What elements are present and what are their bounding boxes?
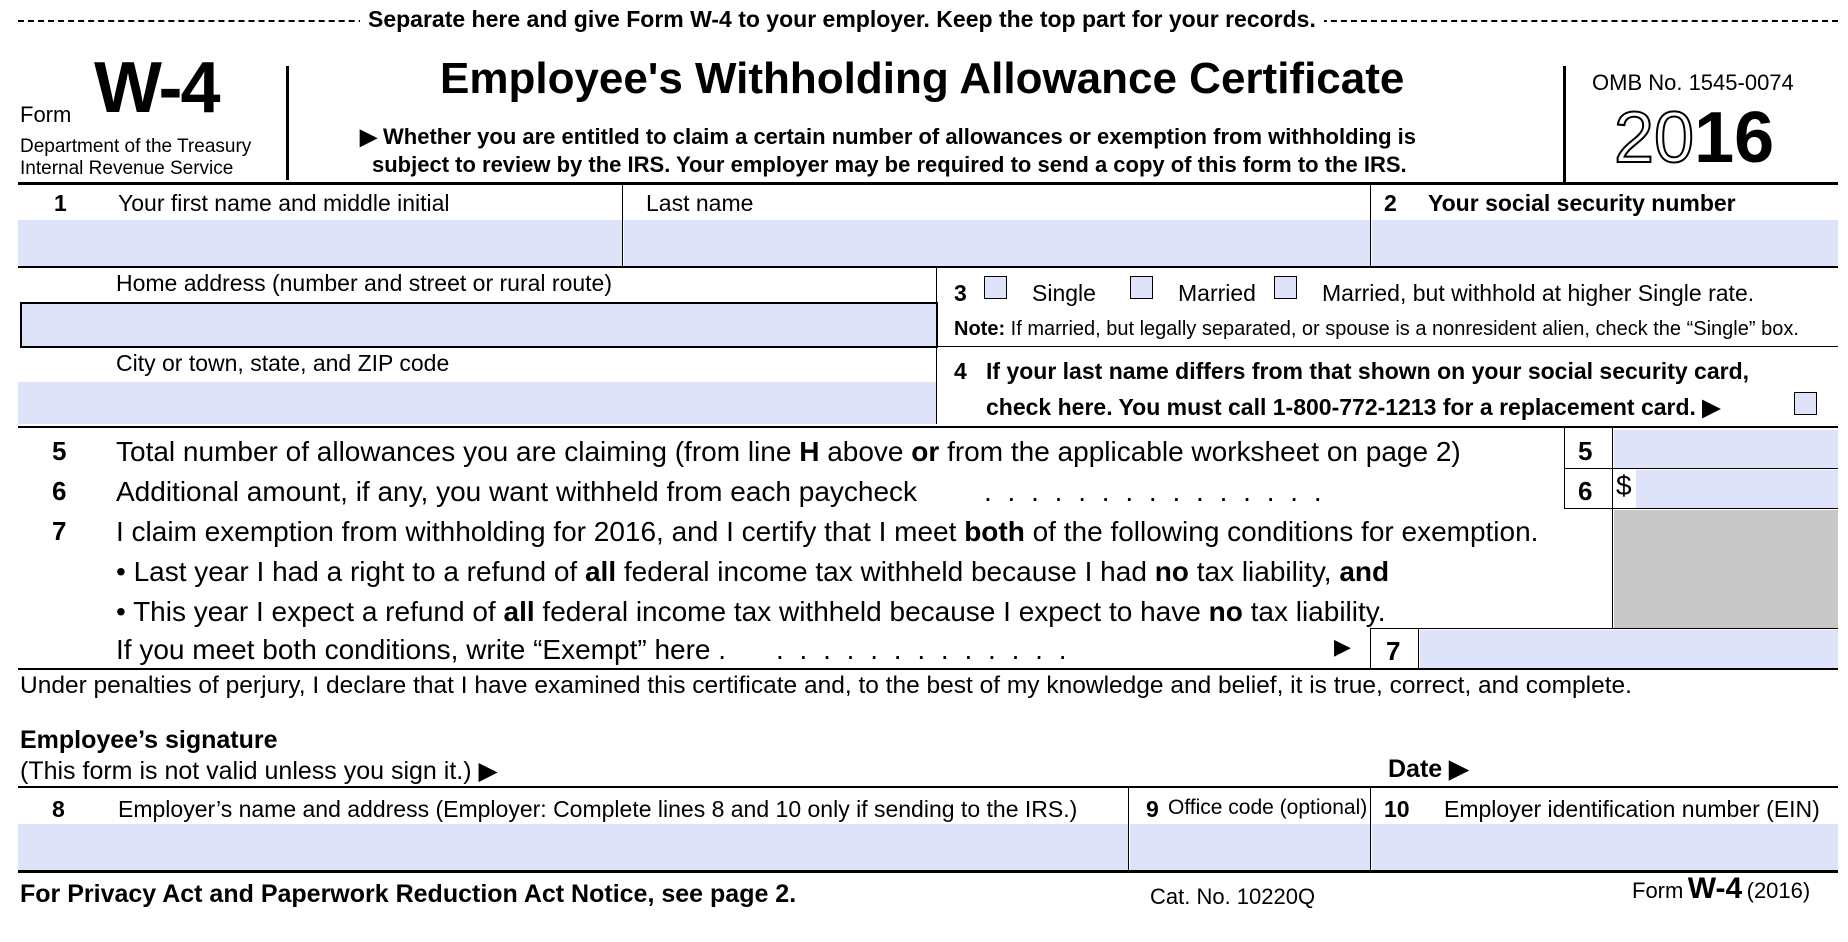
form-subtitle-2: subject to review by the IRS. Your employer may be required to send a copy of this form to the IRS.: [372, 152, 1407, 177]
line5-text-or: or: [911, 436, 940, 467]
bullet2-a: • This year I expect a refund of: [116, 596, 496, 627]
date-field[interactable]: [1478, 740, 1838, 784]
married-checkbox[interactable]: [1130, 276, 1153, 299]
city-field[interactable]: [18, 382, 936, 424]
line5-number: 5: [52, 436, 67, 466]
bullet2-b: federal income tax withheld because I expect to have: [542, 596, 1201, 627]
line5-text-b: above: [827, 436, 904, 467]
ein-field[interactable]: [1372, 824, 1838, 870]
line7-text-both: both: [964, 516, 1025, 547]
bullet2-no: no: [1208, 596, 1243, 627]
catalog-number: Cat. No. 10220Q: [1150, 884, 1316, 909]
form-title: Employee's Withholding Allowance Certificate: [440, 54, 1405, 103]
footer-form-id: [1632, 872, 1810, 906]
form-top-border: [18, 182, 1838, 185]
bullet1-c: tax liability,: [1196, 556, 1332, 587]
line7-box-divider-left: [1370, 628, 1371, 670]
line8-label: Employer’s name and address (Employer: Complete lines 8 and 10 only if sending to the IRS.): [118, 796, 1078, 822]
line3-note-text: If married, but legally separated, or spouse is a nonresident alien, check the “Single” box.: [1010, 318, 1799, 340]
name-differs-checkbox[interactable]: [1794, 392, 1817, 415]
single-label: Single: [1032, 280, 1096, 306]
line6-number: 6: [52, 476, 67, 506]
line3-bottom-border: [936, 346, 1838, 347]
line3-number: 3: [954, 280, 967, 306]
tax-year: [1614, 98, 1774, 178]
line5-bottom-border: [1564, 468, 1838, 469]
tax-year-bold: 16: [1694, 98, 1775, 178]
omb-number: OMB No. 1545-0074: [1592, 70, 1794, 95]
line2-number: 2: [1384, 190, 1397, 216]
line7-text-a: I claim exemption from withholding for 2016, and I certify that I meet: [116, 516, 957, 547]
line4-text-1: If your last name differs from that shown on your social security card,: [986, 358, 1750, 384]
address-bottom-border: [18, 426, 1838, 428]
employer-name-field[interactable]: [18, 824, 1128, 870]
home-address-field[interactable]: [20, 302, 938, 348]
line7-gray-divider: [1612, 508, 1613, 628]
line5-box-label: 5: [1578, 436, 1593, 466]
line5-text: [116, 436, 1461, 468]
first-name-field[interactable]: [18, 220, 622, 266]
ssn-label: Your social security number: [1428, 190, 1736, 216]
line7-exempt-text: If you meet both conditions, write “Exempt” here .: [116, 634, 727, 665]
signature-label: Employee’s signature: [20, 726, 278, 754]
signature-note: (This form is not valid unless you sign it.) ▶: [20, 757, 498, 785]
line5-text-c: from the applicable worksheet on page 2): [947, 436, 1461, 467]
home-address-label: Home address (number and street or rural route): [116, 270, 612, 296]
line7-box-divider-right: [1418, 628, 1419, 670]
bullet2-all: all: [503, 596, 535, 627]
line1-divider-b: [1370, 184, 1371, 268]
line7-arrow: ▶: [1334, 634, 1351, 659]
line8-number: 8: [52, 796, 65, 822]
line7-bullet2: [116, 596, 1385, 628]
footer-form-name: W-4: [1687, 872, 1743, 905]
perjury-statement: Under penalties of perjury, I declare that I have examined this certificate and, to the best of my knowledge and belief, it is true, correct, and complete.: [20, 672, 1632, 699]
single-checkbox[interactable]: [984, 276, 1007, 299]
line5-text-h: H: [799, 436, 820, 467]
form-word: Form: [20, 102, 72, 127]
line4-number: 4: [954, 358, 967, 384]
line10-number: 10: [1384, 796, 1410, 822]
line6-box-label: 6: [1578, 476, 1593, 506]
header-divider-left: [286, 66, 289, 180]
line6-dots: . . . . . . . . . . . . . . .: [984, 476, 1326, 507]
line3-note-bold: Note:: [954, 318, 1006, 340]
line7-bullet1: [116, 556, 1389, 588]
dept-line2: Internal Revenue Service: [20, 158, 234, 179]
dollar-sign: $: [1616, 470, 1632, 501]
allowances-field[interactable]: [1614, 430, 1838, 468]
line7-number: 7: [52, 516, 67, 546]
office-code-field[interactable]: [1130, 824, 1370, 870]
bullet2-c: tax liability.: [1250, 596, 1386, 627]
bullet1-and: and: [1339, 556, 1390, 587]
line10-label: Employer identification number (EIN): [1444, 796, 1820, 822]
line7-text: [116, 516, 1538, 548]
line9-label: Office code (optional): [1168, 796, 1368, 819]
first-name-label: Your first name and middle initial: [118, 190, 450, 216]
bullet1-a: • Last year I had a right to a refund of: [116, 556, 578, 587]
line1-bottom-border: [18, 266, 1838, 268]
line6-bottom-border: [1564, 508, 1838, 509]
date-label: Date ▶: [1388, 755, 1469, 783]
footer-form-word: Form: [1632, 878, 1684, 903]
line4-text-2: check here. You must call 1-800-772-1213 for a replacement card. ▶: [986, 394, 1721, 420]
line7-gray-area: [1614, 510, 1838, 628]
last-name-field[interactable]: [624, 220, 1370, 266]
form-bottom-border: [18, 870, 1838, 873]
dept-line1: Department of the Treasury: [20, 136, 252, 157]
line1-number: 1: [54, 190, 67, 216]
line3-note: [954, 318, 1799, 341]
form-name: W-4: [94, 48, 219, 128]
married-label: Married: [1178, 280, 1256, 306]
header-divider-right: [1563, 66, 1566, 184]
privacy-notice: For Privacy Act and Paperwork Reduction Act Notice, see page 2.: [20, 880, 797, 908]
line7-top-border: [1370, 628, 1838, 629]
city-label: City or town, state, and ZIP code: [116, 350, 450, 376]
last-name-label: Last name: [646, 190, 754, 216]
line7-text-b: of the following conditions for exemption.: [1032, 516, 1539, 547]
bullet1-b: federal income tax withheld because I had: [623, 556, 1147, 587]
married-higher-label: Married, but withhold at higher Single rate.: [1322, 280, 1755, 306]
additional-amount-field[interactable]: [1636, 470, 1838, 508]
line8-divider-a: [1128, 788, 1129, 872]
signature-field[interactable]: [560, 740, 1360, 784]
line7-bottom-border: [18, 668, 1838, 670]
bullet1-no: no: [1154, 556, 1189, 587]
line1-divider-a: [622, 184, 623, 268]
line7-box-label: 7: [1386, 636, 1401, 666]
separate-notice: Separate here and give Form W-4 to your employer. Keep the top part for your records.: [360, 6, 1324, 33]
line7-dots: . . . . . . . . . . . . .: [776, 634, 1071, 665]
line5-text-a: Total number of allowances you are claiming (from line: [116, 436, 792, 467]
bullet1-all: all: [584, 556, 617, 587]
married-higher-checkbox[interactable]: [1274, 276, 1297, 299]
exempt-field[interactable]: [1420, 630, 1838, 668]
footer-form-year: (2016): [1746, 878, 1811, 903]
line8-divider-b: [1370, 788, 1371, 872]
form-subtitle-1: ▶ Whether you are entitled to claim a certain number of allowances or exemption from withholding is: [360, 124, 1416, 149]
line6-text: Additional amount, if any, you want withheld from each paycheck: [116, 476, 918, 507]
line9-number: 9: [1146, 796, 1159, 822]
tax-year-outline: 20: [1614, 98, 1695, 178]
signature-bottom-border: [18, 786, 1838, 788]
ssn-field[interactable]: [1372, 220, 1838, 266]
